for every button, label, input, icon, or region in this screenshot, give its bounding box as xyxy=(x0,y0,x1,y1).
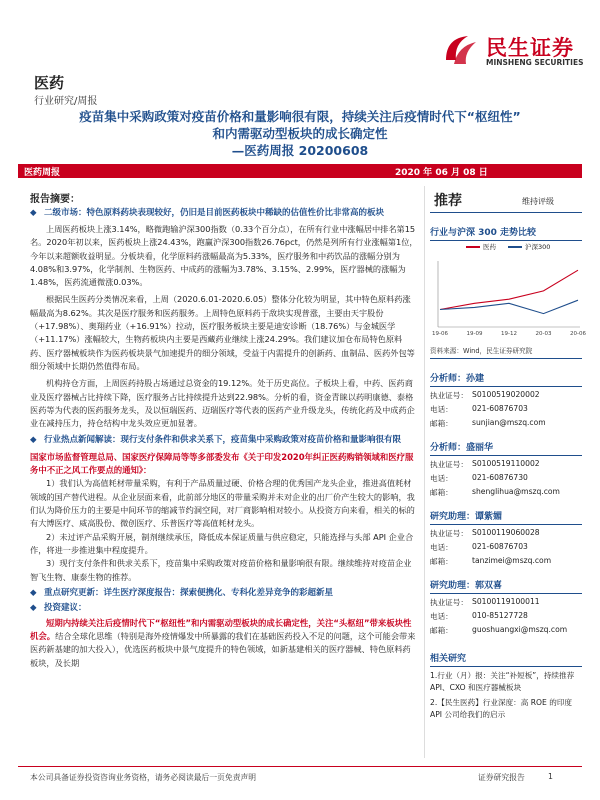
report-title-line2: 和内需驱动型板块的成长确定性 xyxy=(212,126,388,141)
assistant-2-phone: 电话： 010-85127728 xyxy=(430,611,528,621)
bullet-research-update-title: 重点研究更新：详生医疗深度报告：探索便携化、专科化差异竞争的彩超新星 xyxy=(44,587,334,598)
assistant-1-cert: 执业证号： S0100119060028 xyxy=(430,528,540,538)
bullet-hot-news xyxy=(30,434,418,447)
analyst-1-cert: 执业证号： S0100519020002 xyxy=(430,390,540,400)
analyst-2-email[interactable]: 邮箱： shenglihua@mszq.com xyxy=(430,487,560,497)
paragraph-news-point-3: 3）现行支付条件和供求关系下，疫苗集中采购政策对疫苗价格和量影响很有限。继续维持对疫苗企业智飞生物、康泰生物的推荐。 xyxy=(30,558,412,582)
chart-title: 行业与沪深 300 走势比较 xyxy=(430,225,582,241)
related-research-label: 相关研究 xyxy=(430,651,582,667)
assistant-1-phone: 电话： 021-60876703 xyxy=(430,542,528,552)
footer-rule xyxy=(18,766,582,767)
bullet-secondary-market-title: 二级市场：特色原料药块表现较好，仍旧是目前医药板块中稀缺的估值性价比非常高的板块 xyxy=(44,208,385,218)
report-title-line3: —医药周报 20200608 xyxy=(231,143,369,158)
assistant-2-label: 研究助理：郭双喜 xyxy=(430,578,582,594)
report-type: 行业研究/周报 xyxy=(34,96,98,107)
paragraph-investment-advice xyxy=(30,617,418,670)
bullet-investment-advice xyxy=(30,602,418,615)
x-tick-label: 19-06 xyxy=(432,331,448,337)
sector-title: 医药 xyxy=(34,74,65,92)
paragraph-subsector-performance: 根据民生医药分类情况来看，上周（2020.6.01-2020.6.05）整体分化较为明显，其中特色原料药涨幅最高为8.62%。其次是医疗服务和医药服务。上周特色原料药于敌块实现普涨，主要由天宇股份（+17.98%）、奥翔药业（+16.91%）拉动，医疗服务板块主要是迪安诊断（18.76%）与金城医学（+11.17%）涨幅较大，生物药板块内主要是西藏药业继续上涨24.29%。我们建议加仓布局特色原料药、医疗器械板块作为医药板块景气加速提升的细分领域，受益于内需提升的创新药、血制品、医药外包等细分领域中长期仍然值得布局。 xyxy=(30,294,415,371)
brand-name-cn: 民生证券 xyxy=(486,36,574,60)
bullet-research-update xyxy=(30,587,418,600)
legend-label-hs300: 沪深300 xyxy=(525,243,551,251)
analyst-2-phone: 电话： 021-60876730 xyxy=(430,473,528,483)
news-headline: 国家市场监督管理总局、国家医疗保障局等等多部委发布《关于印发2020年纠正医药购销领域和医疗服务中不正之风工作要点的通知》： xyxy=(30,452,414,476)
assistant-2-cert: 执业证号： S0100119100011 xyxy=(430,597,540,607)
legend-swatch-hs300 xyxy=(508,246,522,248)
legend-swatch-medicine xyxy=(466,246,480,248)
left-column xyxy=(30,190,418,770)
bullet-diamond-icon: ◆ xyxy=(30,587,37,598)
investment-advice-body: 结合全球化思维（特别是海外疫情爆发中所暴露的我们在基础医药投入不足的问题，这个可能会带来医药新基建的加大投入），优选医药板块中景气度提升的特色领域，如新基建相关的医疗器械、特色原料药板块，及长期 xyxy=(30,631,416,668)
bullet-diamond-icon: ◆ xyxy=(30,435,37,446)
x-tick-label: 20-06 xyxy=(570,331,586,337)
paragraph-market-overview: 上周医药板块上涨3.14%，略微跑输沪深300指数（0.33个百分点），在所有行业中涨幅居中排名第15名。2020年初以来，医药板块上涨24.43%，跑赢沪深300指数26.76pct，仍然是列所有行业涨幅第1位，今年以来超额收益明显。分板块看，化学原料药涨幅最高为5.33%，医疗服务和中药饮品的涨幅分别为4.08%和3.97%，化学制剂、生物医药、中成药的涨幅为3.78%、3.15%、2.99%，医疗器械的涨幅为1.48%，医药流通微涨0.03%。 xyxy=(30,224,418,288)
rating-row xyxy=(430,188,582,213)
x-tick-label: 19-09 xyxy=(466,331,483,337)
paragraph-news-point-1: 1）我们认为高值耗材带量采购，有利于产品质量过硬、价格合理的优秀国产龙头企业，推进高值耗材领域的国产替代进程。从企业层面来看，此前部分地区的带量采购并未对企业的出厂价产生较大的影响，我们认为降价压力的主要是中间环节的缩减节约洞空间，对厂商影响相对较小。从投资方向来看，相关的标的有大博医疗、威高股份、微创医疗、乐普医疗等高值耗材龙头。 xyxy=(30,478,415,529)
logo-mark-icon xyxy=(440,30,480,70)
paragraph-news-point-2: 2）未过评产品采购开展，制剂继续承压，降低成本保证质量与供应稳定，只能选择与头部 API 企业合作，将进一步推进集中程度提升。 xyxy=(30,531,414,555)
chart-source: 资料来源：Wind，民生证券研究院 xyxy=(430,345,582,359)
right-column xyxy=(430,188,586,721)
report-title-line1: 疫苗集中采购政策对疫苗价格和量影响很有限，持续关注后疫情时代下“枢纽性” xyxy=(79,109,521,124)
bullet-investment-advice-title: 投资建议： xyxy=(44,602,87,613)
related-research-2[interactable]: 2.【民生医药】行业深度：高 ROE 的印度 API 公司给我们的启示 xyxy=(430,698,573,719)
footer-page-number: 1 xyxy=(548,772,553,781)
x-tick-label: 19-12 xyxy=(501,331,517,337)
legend-label-medicine: 医药 xyxy=(483,243,496,251)
header-band xyxy=(18,164,582,178)
analyst-1-email[interactable]: 邮箱： sunjian@mszq.com xyxy=(430,418,546,428)
summary-label: 报告摘要： xyxy=(30,194,80,205)
bullet-diamond-icon: ◆ xyxy=(30,602,37,613)
bullet-hot-news-title: 行业热点新闻解读：现行支付条件和供求关系下，疫苗集中采购政策对疫苗价格和量影响很有限 xyxy=(44,435,402,446)
chart-legend xyxy=(430,241,582,257)
footer-report-label: 证券研究报告 xyxy=(478,773,525,782)
band-date: 2020 年 06 月 08 日 xyxy=(395,168,488,178)
footer-disclaimer: 本公司具备证券投资咨询业务资格，请务必阅读最后一页免责声明 xyxy=(30,773,257,782)
band-report-type: 医药周报 xyxy=(24,168,61,178)
assistant-2-email[interactable]: 邮箱： guoshuangxi@mszq.com xyxy=(430,625,568,635)
column-divider xyxy=(424,186,425,758)
trend-chart xyxy=(430,257,586,339)
rating-note: 维持评级 xyxy=(522,197,554,206)
bullet-diamond-icon: ◆ xyxy=(30,208,37,218)
brand-name-en: MINSHENG SECURITIES xyxy=(486,58,584,67)
bullet-secondary-market xyxy=(30,207,418,220)
related-research-1[interactable]: 1.行业（月）报：关注“补短板”，持续推荐 API、CXO 和医疗器械板块 xyxy=(430,671,575,692)
series-line-hs300 xyxy=(440,300,578,313)
analyst-1-phone: 电话： 021-60876703 xyxy=(430,404,528,414)
paragraph-institutional-holdings: 机构持仓方面，上周医药持股占场通过总资金的19.12%。处于历史高位。子板块上看，中药、医药商业及医疗器械占比持续下降，医疗服务占比持续提升达到22.98%。分析的看，资金青睐以药明康德、泰格医药等为代表的医药服务龙头，及以恒瑞医药、迈瑞医疗等代表的医药产业升级龙头，传统化药及中成药企业在减持压力，持仓结构中龙头效应更加显著。 xyxy=(30,378,415,429)
assistant-1-email[interactable]: 邮箱： tanzimei@mszq.com xyxy=(430,556,552,566)
analyst-1-label: 分析师：孙建 xyxy=(430,371,582,387)
rating-value: 推荐 xyxy=(434,193,462,209)
analyst-2-cert: 执业证号： S0100519110002 xyxy=(430,459,540,469)
x-tick-label: 20-03 xyxy=(535,331,552,337)
investment-advice-highlight: 短期内持续关注后疫情时代下“枢纽性”和内需驱动型板块的成长确定性，关注“头枢纽”带来板块性机会。 xyxy=(30,617,412,642)
analyst-2-label: 分析师：盛丽华 xyxy=(430,440,582,456)
assistant-1-label: 研究助理：谭紫媚 xyxy=(430,509,582,525)
brand-logo xyxy=(440,30,584,74)
